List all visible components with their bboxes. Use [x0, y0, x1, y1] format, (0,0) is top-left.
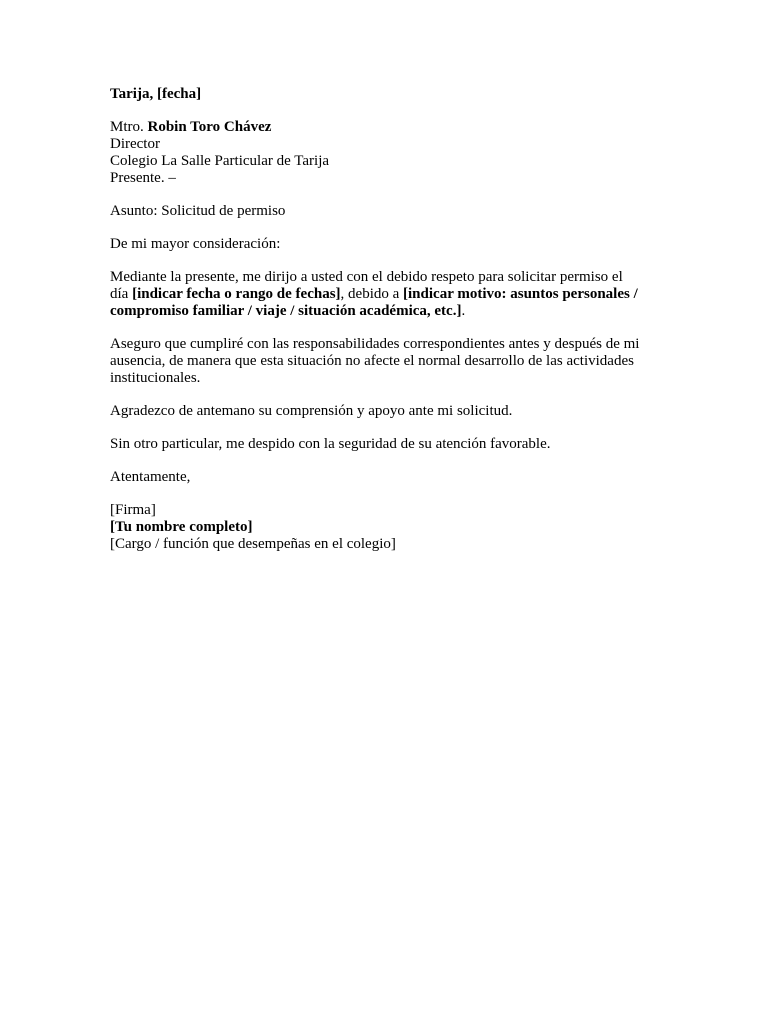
- letter-body: [110, 86, 670, 569]
- body1-dia: día: [110, 286, 133, 302]
- signature-name: [Tu nombre completo]: [110, 519, 253, 535]
- body1-line1: Mediante la presente, me dirijo a usted con el debido respeto para solicitar permiso el: [110, 269, 623, 285]
- body-paragraph-4: [110, 436, 670, 453]
- body1-period: .: [461, 303, 466, 319]
- greeting-line: De mi mayor consideración:: [110, 236, 281, 252]
- signature-role: [Cargo / función que desempeñas en el colegio]: [110, 536, 396, 552]
- body-paragraph-1: [110, 269, 670, 320]
- body4-line: Sin otro particular, me despido con la seguridad de su atención favorable.: [110, 436, 551, 452]
- subject-block: [110, 203, 670, 220]
- signature-firma: [Firma]: [110, 502, 156, 518]
- subject-line: Asunto: Solicitud de permiso: [110, 203, 286, 219]
- body1-debido: , debido a: [340, 286, 404, 302]
- recipient-title: Mtro.: [110, 119, 148, 135]
- motivo-placeholder-part2: compromiso familiar / viaje / situación académica, etc.]: [110, 303, 462, 319]
- body-paragraph-3: [110, 403, 670, 420]
- place-date-block: [110, 86, 670, 103]
- recipient-block: [110, 119, 670, 187]
- recipient-title-line: [110, 119, 670, 136]
- recipient-position: Director: [110, 136, 160, 152]
- body1-line3: [110, 303, 670, 320]
- body2-line1: Aseguro que cumpliré con las responsabilidades correspondientes antes y después de mi: [110, 336, 640, 352]
- closing-line: Atentamente,: [110, 469, 191, 485]
- signature-block: [110, 502, 670, 553]
- date-placeholder: [indicar fecha o rango de fechas]: [132, 286, 341, 302]
- body-paragraph-2: [110, 336, 670, 387]
- recipient-institution: Colegio La Salle Particular de Tarija: [110, 153, 330, 169]
- recipient-name: Robin Toro Chávez: [147, 119, 272, 135]
- place-date: Tarija, [fecha]: [110, 86, 202, 102]
- closing-block: [110, 469, 670, 486]
- greeting-block: [110, 236, 670, 253]
- body2-line3: institucionales.: [110, 370, 201, 386]
- body1-line2: [110, 286, 670, 303]
- recipient-presente: Presente. –: [110, 170, 176, 186]
- motivo-placeholder-part1: [indicar motivo: asuntos personales /: [403, 286, 638, 302]
- body3-line: Agradezco de antemano su comprensión y apoyo ante mi solicitud.: [110, 403, 513, 419]
- body2-line2: ausencia, de manera que esta situación no afecte el normal desarrollo de las actividades: [110, 353, 634, 369]
